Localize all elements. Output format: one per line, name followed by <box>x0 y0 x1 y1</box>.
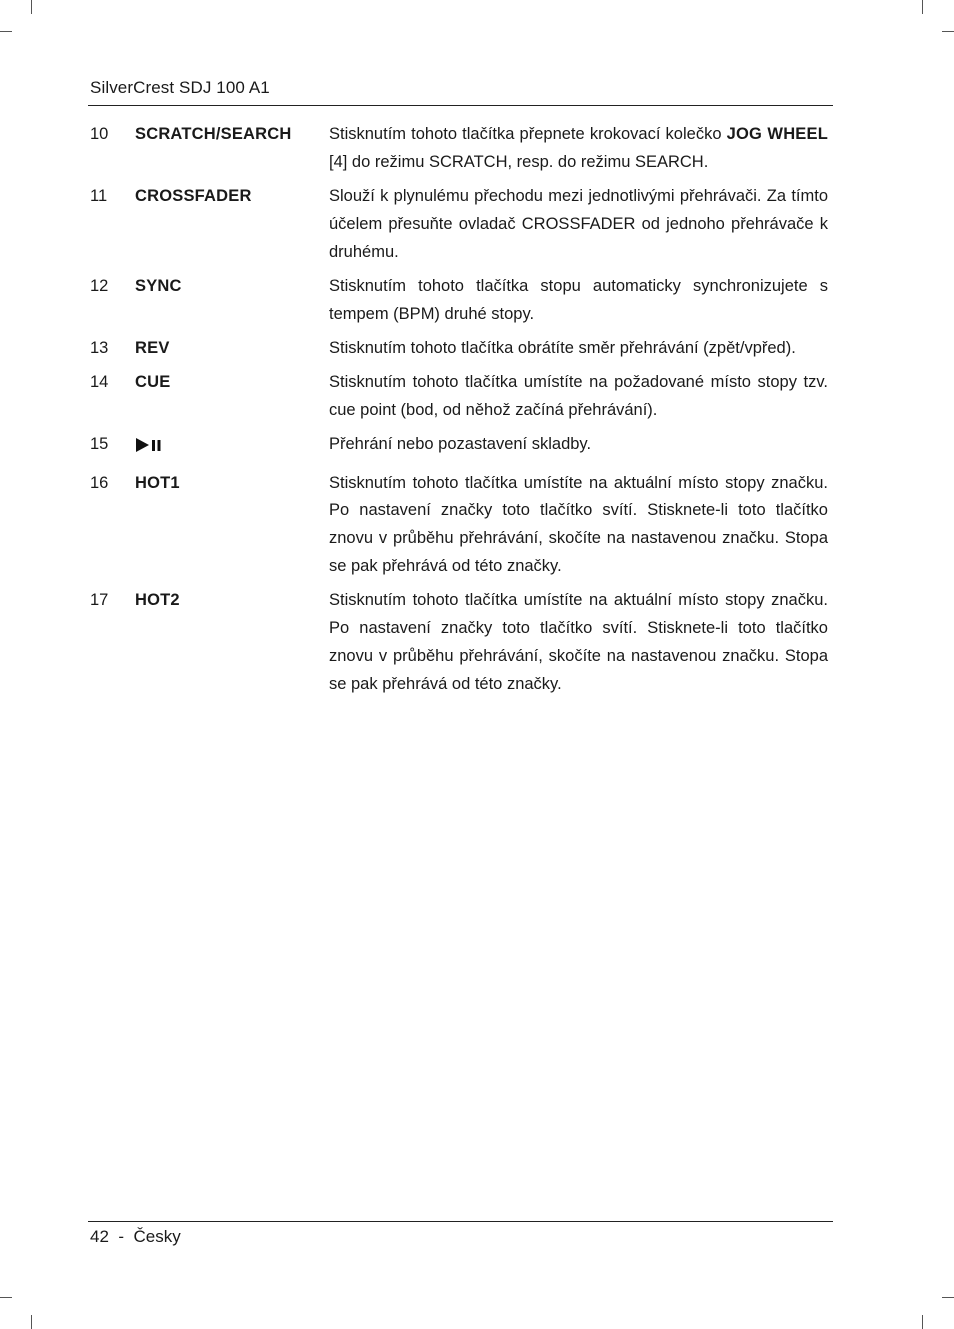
item-term: SCRATCH/SEARCH <box>135 125 292 143</box>
item-term: CUE <box>135 373 171 392</box>
item-description: Stisknutím tohoto tlačítka umístíte na aktuální místo stopy značku. Po nastavení značky toto tlačítko svítí. Stisknete-li toto tlačítko znovu v průběhu přehrávání, skočíte na nastavenou značku. Stopa se pak přehrává od této značky. <box>329 473 828 576</box>
item-term: HOT1 <box>135 473 180 492</box>
item-description: Slouží k plynulému přechodu mezi jednotlivými přehrávači. Za tímto účelem přesuňte ovladač CROSSFADER od jednoho přehrávače k druhému. <box>329 187 828 261</box>
item-number: 17 <box>90 591 109 610</box>
item-description: Stisknutím tohoto tlačítka umístíte na požadované místo stopy tzv. cue point (bod, od něhož začíná přehrávání). <box>329 373 828 420</box>
list-item <box>90 121 828 177</box>
item-number: 13 <box>90 339 109 358</box>
crop-mark <box>0 1297 12 1298</box>
item-description <box>329 121 828 177</box>
list-item <box>90 431 828 463</box>
list-item <box>90 183 828 266</box>
item-number: 16 <box>90 473 109 492</box>
crop-mark <box>31 1315 32 1329</box>
crop-mark <box>942 1297 954 1298</box>
page-footer <box>90 1227 181 1247</box>
page-header-title: SilverCrest SDJ 100 A1 <box>90 78 270 97</box>
list-item <box>90 587 828 698</box>
item-number: 12 <box>90 276 109 295</box>
item-term: CROSSFADER <box>135 187 252 206</box>
list-item <box>90 369 828 425</box>
item-description-bold: JOG WHEEL <box>726 125 828 143</box>
item-term: REV <box>135 339 170 358</box>
item-description-text: Stisknutím tohoto tlačítka přepnete krokovací kolečko <box>329 125 727 143</box>
list-item <box>90 335 828 363</box>
play-pause-icon <box>135 431 163 459</box>
footer-language: Česky <box>133 1227 181 1246</box>
crop-mark <box>0 31 12 32</box>
header-divider <box>88 105 833 106</box>
list-item <box>90 273 828 329</box>
page-number: 42 <box>90 1227 109 1246</box>
item-number: 11 <box>90 187 108 206</box>
item-number: 14 <box>90 373 109 392</box>
item-description: Stisknutím tohoto tlačítka stopu automaticky synchronizujete s tempem (BPM) druhé stopy. <box>329 276 828 323</box>
item-number: 10 <box>90 125 109 143</box>
crop-mark <box>922 1315 923 1329</box>
item-description-text: [4] do režimu SCRATCH, resp. do režimu SEARCH. <box>329 152 709 171</box>
list-item <box>90 470 828 581</box>
item-term: SYNC <box>135 276 182 295</box>
item-term <box>135 431 329 463</box>
item-description: Stisknutím tohoto tlačítka umístíte na aktuální místo stopy značku. Po nastavení značky toto tlačítko svítí. Stisknete-li toto tlačítko znovu v průběhu přehrávání, skočíte na nastavenou značku. Stopa se pak přehrává od této značky. <box>329 591 828 693</box>
crop-mark <box>31 0 32 14</box>
footer-divider <box>88 1221 833 1222</box>
crop-mark <box>922 0 923 14</box>
crop-mark <box>942 31 954 32</box>
footer-separator: - <box>118 1227 125 1246</box>
item-description: Přehrání nebo pozastavení skladby. <box>329 435 592 454</box>
control-description-list <box>90 121 828 705</box>
item-description: Stisknutím tohoto tlačítka obrátíte směr přehrávání (zpět/vpřed). <box>329 339 796 358</box>
item-number: 15 <box>90 435 109 454</box>
item-term: HOT2 <box>135 591 180 610</box>
